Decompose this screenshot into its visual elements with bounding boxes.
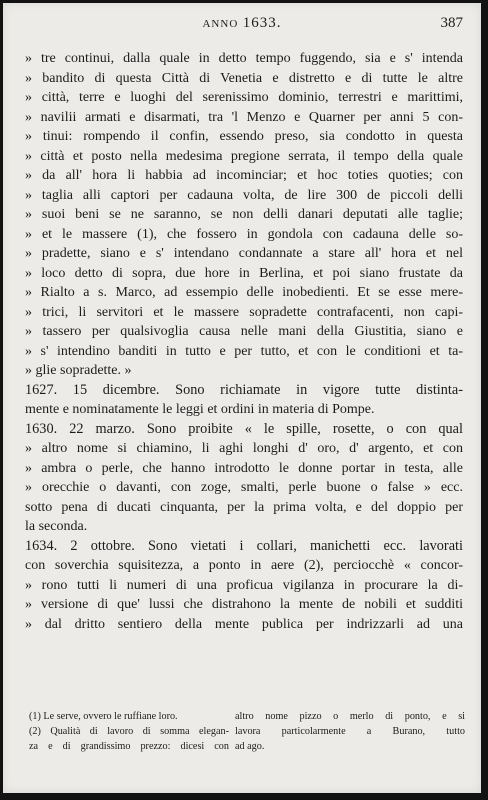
text-line: » et le massere (1), che fossero in gondola con cadauna delle so- <box>25 226 463 242</box>
text-line: mente e nominatamente le leggi et ordini in materia di Pompe. <box>25 402 375 417</box>
text-line: » ambra o perle, che hanno introdotto le donne portar in testa, alle <box>25 460 463 476</box>
footnote-line: (1) Le serve, ovvero le ruffiane loro. <box>29 711 178 722</box>
footnote-line: za e di grandissimo prezzo: dicesi con <box>29 741 229 752</box>
text-line: » tinui: rompendo il confin, essendo preso, sia condotto in questa <box>25 129 463 144</box>
entry-1634-line: 1634. 2 ottobre. Sono vietati i collari, manichetti ecc. lavorati <box>25 537 463 554</box>
text-line: » suoi beni se ne saranno, se non delli danari deputati alle taglie; <box>25 207 463 222</box>
entry-1630-line: 1630. 22 marzo. Sono proibite « le spille, rosette, o con qual <box>25 420 463 437</box>
text-line: » orecchie o davanti, con zoge, smalti, perle buone o false » ecc. <box>25 480 463 495</box>
text-line: » Rialto a s. Marco, ad essempio delle inobedienti. Et se esse mere- <box>25 285 463 300</box>
footnote-line: ad ago. <box>235 741 265 752</box>
text-line: » trici, li servitori et le massere sopradette contrafacenti, non capi- <box>25 304 463 320</box>
text-line: » altro nome si chiamino, li aghi longhi d' oro, d' argento, et con <box>25 441 463 456</box>
text-line: » navilii armati e disarmati, tra 'l Menzo e Quarner per anni 5 con- <box>25 109 463 125</box>
text-line: la seconda. <box>25 519 88 534</box>
text-line: » tassero per qualsivoglia causa nelle mani della Giustitia, siano e <box>25 324 463 339</box>
text-line: » da all' hora li habbia ad incominciar; et hoc toties quoties; con <box>25 168 463 183</box>
text-line: » tre continui, dalla quale in detto tempo fuggendo, sia e s' intenda <box>25 51 463 66</box>
main-text <box>25 49 463 634</box>
text-line: con soverchia squisitezza, a ponto in aere (2), perciocchè « concor- <box>25 558 463 573</box>
header-year-prefix: ANNO <box>202 18 239 30</box>
footnote-line: lavora particolarmente a Burano, tutto <box>235 726 465 737</box>
text-line: » dal dritto sentiero della mente publica per indrizzarli ad una <box>25 616 463 632</box>
header-year: 1633. <box>242 15 282 31</box>
book-page <box>3 3 481 793</box>
text-line: » taglia alli captori per cadauna volta, de lire 300 de piccoli delli <box>25 187 463 203</box>
text-line: » s' intendino banditi in tutto e per tutto, et con le conditioni et ta- <box>25 343 463 359</box>
running-header <box>3 15 481 35</box>
footnote-line: altro nome pizzo o merlo di ponto, e si <box>235 711 465 722</box>
text-line: sotto pena di ducati cinquanta, per la prima volta, e del doppio per <box>25 499 463 515</box>
header-title <box>3 15 481 32</box>
footnote-line: (2) Qualità di lavoro di somma elegan- <box>29 726 229 737</box>
text-line: » glie sopradette. » <box>25 363 132 378</box>
footnotes-right-column <box>235 709 465 754</box>
text-line: » città et posto nella medesima pregione serrata, il tempo della quale <box>25 148 463 164</box>
text-line: » loco detto di sopra, due hore in Berlina, et poi siano frustate da <box>25 265 463 281</box>
text-line: » rono tutti li numeri di una proficua vigilanza in procurare la di- <box>25 577 463 593</box>
entry-1627-line: 1627. 15 dicembre. Sono richiamate in vigore tutte distinta- <box>25 381 463 398</box>
text-line: » bandito di questa Città di Venetia e distretto e di tutte le altre <box>25 70 463 86</box>
footnotes-left-column <box>29 709 229 754</box>
text-line: » città, terre e luoghi del serenissimo dominio, terrestri e marittimi, <box>25 90 463 105</box>
page-number: 387 <box>440 15 463 31</box>
text-line: » versione di que' lussi che distrahono la mente de nobili et sudditi <box>25 597 463 612</box>
text-line: » pradette, siano e s' intendano condannate a stare all' hora et nel <box>25 246 463 261</box>
